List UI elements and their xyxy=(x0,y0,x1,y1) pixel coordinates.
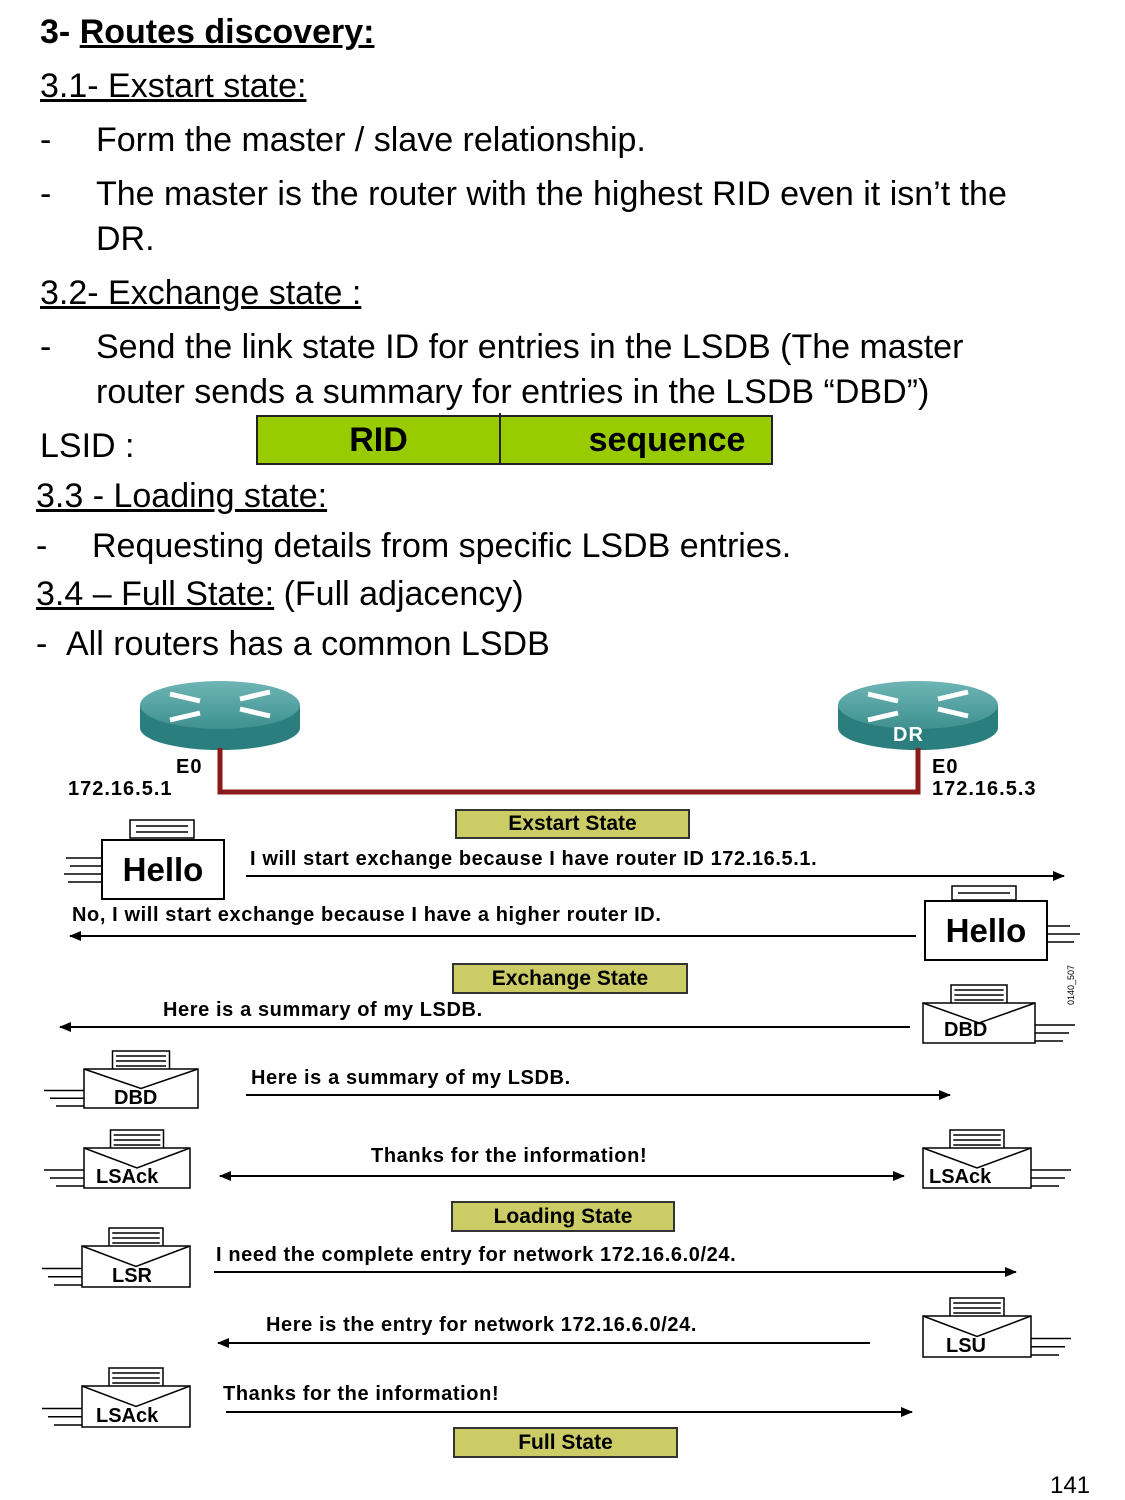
left-ip-label: 172.16.5.1 xyxy=(68,778,173,800)
message-3: Here is a summary of my LSDB. xyxy=(163,999,483,1021)
full-title: 3.4 – Full State: xyxy=(36,575,275,613)
left-interface-label: E0 xyxy=(176,756,203,778)
heading-number: 3- xyxy=(40,13,80,51)
exchange-bullet-1-cont: router sends a summary for entries in the LSDB “DBD”) xyxy=(96,373,930,411)
message-7: Here is the entry for network 172.16.6.0/24. xyxy=(266,1314,698,1336)
bullet-dash: - xyxy=(36,527,48,565)
exstart-title: 3.1- Exstart state: xyxy=(40,67,307,105)
exstart-bullet-2-cont: DR. xyxy=(96,220,155,258)
message-8: Thanks for the information! xyxy=(223,1383,500,1405)
loading-title: 3.3 - Loading state: xyxy=(36,477,328,515)
full-state-box: Full State xyxy=(453,1427,678,1458)
lsu-label: LSU xyxy=(946,1335,986,1357)
exchange-title: 3.2- Exchange state : xyxy=(40,274,362,312)
router-left-icon xyxy=(140,681,300,750)
heading-title: Routes discovery: xyxy=(79,13,375,51)
right-ip-label: 172.16.5.3 xyxy=(932,778,1037,800)
message-1: I will start exchange because I have router ID 172.16.5.1. xyxy=(250,848,818,870)
hello-packet-left: Hello xyxy=(101,839,225,900)
dr-badge: DR xyxy=(893,724,924,746)
bullet-dash: - xyxy=(40,175,52,213)
right-interface-label: E0 xyxy=(932,756,959,778)
ethernet-link xyxy=(220,748,918,792)
message-6: I need the complete entry for network 172.16.6.0/24. xyxy=(216,1244,737,1266)
exstart-state-box: Exstart State xyxy=(455,809,690,839)
exstart-bullet-2: The master is the router with the highest RID even it isn’t the xyxy=(96,175,1007,213)
message-5: Thanks for the information! xyxy=(371,1145,648,1167)
exchange-bullet-1: Send the link state ID for entries in the LSDB (The master xyxy=(96,328,964,366)
loading-bullet-1: Requesting details from specific LSDB entries. xyxy=(92,527,792,565)
full-bullet-1: All routers has a common LSDB xyxy=(66,625,550,663)
bullet-dash: - xyxy=(40,121,52,159)
lsack-label-final: LSAck xyxy=(96,1405,159,1427)
lsr-label: LSR xyxy=(112,1265,152,1287)
dbd-label-right: DBD xyxy=(944,1019,988,1041)
dbd-label-left: DBD xyxy=(114,1087,158,1109)
lsid-label: LSID : xyxy=(40,427,135,465)
message-4: Here is a summary of my LSDB. xyxy=(251,1067,571,1089)
lsid-rid-field: RID xyxy=(349,421,408,459)
bullet-dash: - xyxy=(36,625,48,663)
exstart-bullet-1: Form the master / slave relationship. xyxy=(96,121,646,159)
lsack-label-left: LSAck xyxy=(96,1166,159,1188)
page-number: 141 xyxy=(1050,1472,1091,1499)
loading-state-box: Loading State xyxy=(451,1201,675,1232)
full-suffix: (Full adjacency) xyxy=(274,575,524,613)
hello-packet-right: Hello xyxy=(924,900,1048,961)
figure-code: 0140_507 xyxy=(1066,964,1076,1005)
bullet-dash: - xyxy=(40,328,52,366)
message-2: No, I will start exchange because I have a higher router ID. xyxy=(72,904,662,926)
exchange-state-box: Exchange State xyxy=(452,963,688,994)
lsack-label-right: LSAck xyxy=(929,1166,992,1188)
lsid-sequence-field: sequence xyxy=(588,421,746,459)
